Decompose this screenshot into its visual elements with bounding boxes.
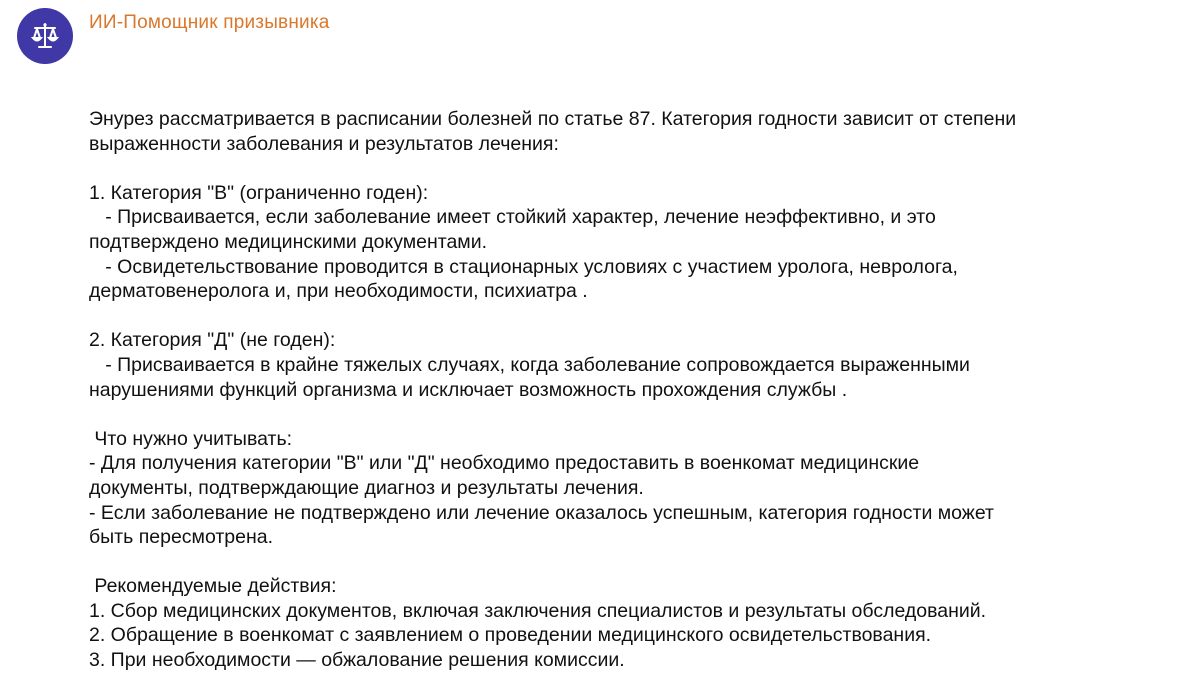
message-line: 1. Категория "В" (ограниченно годен): <box>89 181 429 204</box>
message-body <box>89 107 1179 673</box>
message-line: подтверждено медицинскими документами. <box>89 230 488 253</box>
bot-name: ИИ-Помощник призывника <box>89 12 330 33</box>
message-line: быть пересмотрена. <box>89 526 274 549</box>
message-blank-line <box>89 402 1179 427</box>
message-line: нарушениями функций организма и исключает возможность прохождения службы . <box>89 378 848 401</box>
message-line: документы, подтверждающие диагноз и результаты лечения. <box>89 476 644 499</box>
message-line: 2. Категория "Д" (не годен): <box>89 329 336 352</box>
message-line: 1. Сбор медицинских документов, включая заключения специалистов и результаты обследований. <box>89 599 987 622</box>
message-line: 3. При необходимости — обжалование решения комиссии. <box>89 649 625 672</box>
message-line: - Присваивается, если заболевание имеет стойкий характер, лечение неэффективно, и это <box>89 206 936 229</box>
message-line: Энурез рассматривается в расписании болезней по статье 87. Категория годности зависит от степени <box>89 108 1017 130</box>
message-line: дерматовенеролога и, при необходимости, психиатра . <box>89 280 588 303</box>
message-line: - Для получения категории "В" или "Д" необходимо предоставить в военкомат медицинские <box>89 452 920 475</box>
bot-avatar[interactable] <box>17 8 73 64</box>
scales-of-justice-icon <box>28 19 62 53</box>
message-line: - Освидетельствование проводится в стационарных условиях с участием уролога, невролога, <box>89 255 958 278</box>
message-header <box>17 8 330 64</box>
message-line: 2. Обращение в военкомат с заявлением о проведении медицинского освидетельствования. <box>89 624 932 647</box>
message-line: - Присваивается в крайне тяжелых случаях, когда заболевание сопровождается выраженными <box>89 353 970 376</box>
message-line: Рекомендуемые действия: <box>89 575 337 598</box>
message-blank-line <box>89 156 1179 181</box>
message-line: выраженности заболевания и результатов лечения: <box>89 132 559 155</box>
message-line: Что нужно учитывать: <box>89 427 293 450</box>
message-blank-line <box>89 304 1179 329</box>
message-line: - Если заболевание не подтверждено или лечение оказалось успешным, категория годности может <box>89 501 994 524</box>
message-blank-line <box>89 550 1179 575</box>
